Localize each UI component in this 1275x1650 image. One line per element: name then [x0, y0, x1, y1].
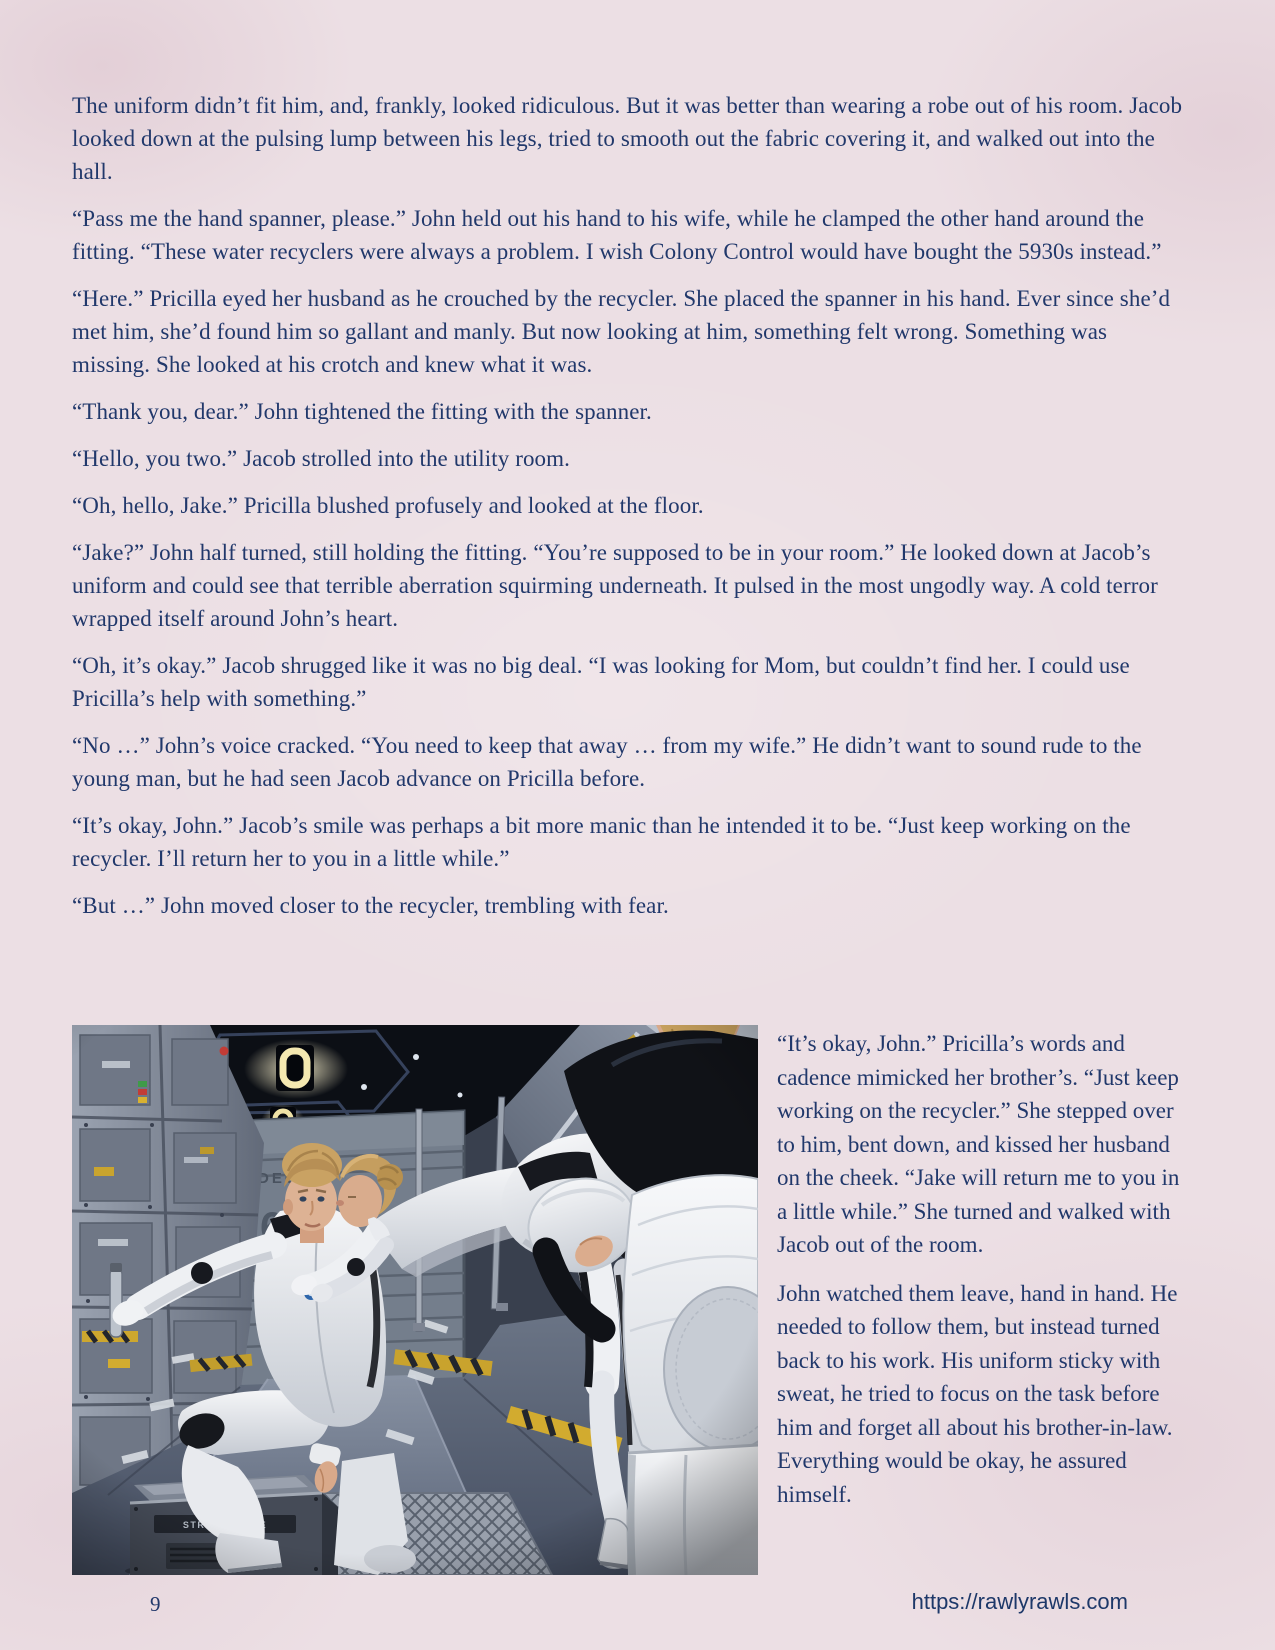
story-paragraph: “Pass me the hand spanner, please.” John held out his hand to his wife, while he clamped the other hand around the fitting. “These water recyclers were always a problem. I wish Colony Control would have bought the 5930s instead.” — [72, 206, 1162, 264]
page-number: 9 — [150, 1592, 161, 1616]
footer-link[interactable]: https://rawlyrawls.com — [911, 1589, 1128, 1614]
story-paragraph: The uniform didn’t fit him, and, frankly, looked ridiculous. But it was better than wearing a robe out of his room. Jacob looked down at the pulsing lump between his legs, tried to smooth out the fabric covering it, and walked out into the hall. — [72, 93, 1183, 184]
story-paragraph: John watched them leave, hand in hand. He needed to follow them, but instead turned back to his work. His uniform sticky with sweat, he tried to focus on the task before him and forget all about his brother-in-law. Everything would be okay, he assured himself. — [777, 1280, 1178, 1507]
story-paragraph: “Hello, you two.” Jacob strolled into the utility room. — [72, 446, 571, 471]
story-paragraph: “But …” John moved closer to the recycler, trembling with fear. — [72, 893, 669, 918]
story-paragraph: “Thank you, dear.” John tightened the fitting with the spanner. — [72, 399, 652, 424]
story-paragraph: “It’s okay, John.” Pricilla’s words and cadence mimicked her brother’s. “Just keep working on the recycler.” She stepped over to him, bent down, and kissed her husband on the cheek. “Jake will return me to you in a little while.” She turned and walked with Jacob out of the room. — [777, 1031, 1180, 1257]
side-text-column — [777, 1025, 1190, 1526]
story-paragraph: “No …” John’s voice cracked. “You need to keep that away … from my wife.” He didn’t want to sound rude to the young man, but he had seen Jacob advance on Pricilla before. — [72, 733, 1142, 791]
story-paragraph: “It’s okay, John.” Jacob’s smile was perhaps a bit more manic than he intended it to be. “Just keep working on the recycler. I’ll return her to you in a little while.” — [72, 813, 1131, 871]
story-paragraph: “Here.” Pricilla eyed her husband as he crouched by the recycler. She placed the spanner in his hand. Ever since she’d met him, she’d found him so gallant and manly. But now looking at him, something felt wrong. Something was missing. She looked at his crotch and knew what it was. — [72, 286, 1171, 377]
story-illustration — [72, 1025, 758, 1575]
corridor-illustration — [72, 1025, 758, 1575]
story-text-block — [72, 89, 1190, 936]
story-paragraph: “Jake?” John half turned, still holding the fitting. “You’re supposed to be in your room.” He looked down at Jacob’s uniform and could see that terrible aberration squirming underneath. It pulsed in the most ungodly way. A cold terror wrapped itself around John’s heart. — [72, 540, 1158, 631]
media-row — [72, 1025, 1190, 1575]
story-paragraph: “Oh, hello, Jake.” Pricilla blushed profusely and looked at the floor. — [72, 493, 704, 518]
story-paragraph: “Oh, it’s okay.” Jacob shrugged like it was no big deal. “I was looking for Mom, but couldn’t find her. I could use Pricilla’s help with something.” — [72, 653, 1130, 711]
